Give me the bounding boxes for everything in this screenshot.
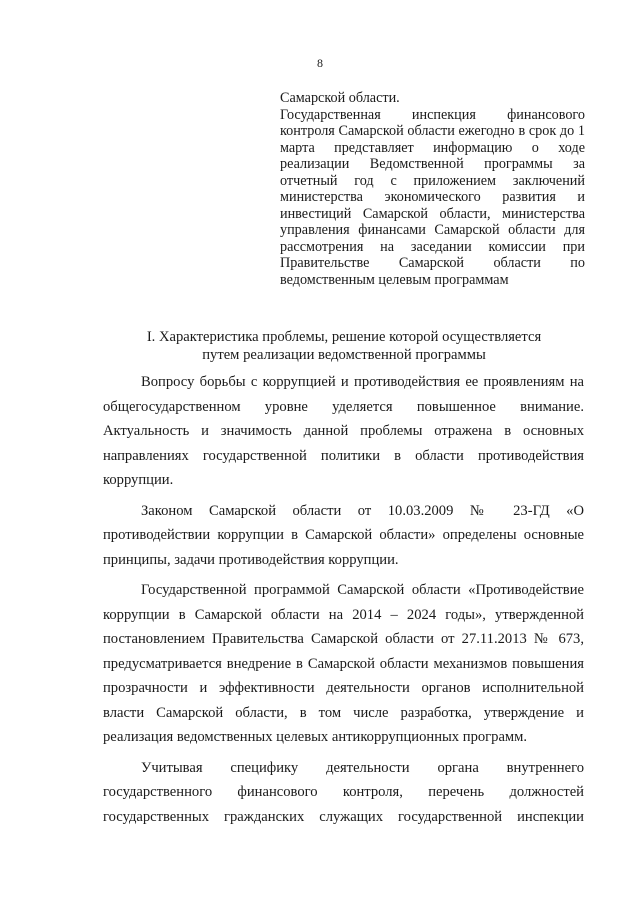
page-number: 8 (317, 56, 323, 70)
table-cell-paragraph: Государственная инспекция финансового контроля Самарской области ежегодно в срок до 1 марта представляет информацию о ходе реализации Ведомственной программы за отчетный год с приложением заключений министерства экономического развития и инвестиций Самарской области, министерства управления финансами Самарской области для рассмотрения на заседании комиссии при Правительстве Самарской области по ведомственным целевым программам (280, 106, 585, 288)
table-cell-first-line: Самарской области. (280, 90, 400, 106)
paragraph: Государственной программой Самарской области «Противодействие коррупции в Самарской области на 2014 – 2024 годы», утвержденной постановлением Правительства Самарской области от 27.11.2013 № 673, предусматривается внедрение в Самарской области механизмов повышения прозрачности и эффективности деятельности органов исполнительной власти Самарской области, в том числе разработка, утверждение и реализация ведомственных целевых антикоррупционных программ. (103, 582, 584, 745)
paragraph: Законом Самарской области от 10.03.2009 № 23-ГД «О противодействии коррупции в Самарской области» определены основные принципы, задачи противодействия коррупции. (103, 502, 584, 568)
paragraph: Учитывая специфику деятельности органа внутреннего государственного финансового контроля, перечень должностей государственных гражданских служащих государственной инспекции (103, 759, 584, 825)
table-cell-text (280, 90, 585, 288)
section-heading-line-2: путем реализации ведомственной программы (202, 347, 486, 363)
section-heading (100, 328, 588, 364)
section-heading-line-1: I. Характеристика проблемы, решение которой осуществляется (146, 329, 542, 345)
paragraph: Вопросу борьбы с коррупцией и противодействия ее проявлениям на общегосударственном уровне уделяется повышенное внимание. Актуальность и значимость данной проблемы отражена в основных направлениях государственной политики в области противодействия коррупции. (103, 374, 584, 488)
document-body (103, 370, 584, 829)
